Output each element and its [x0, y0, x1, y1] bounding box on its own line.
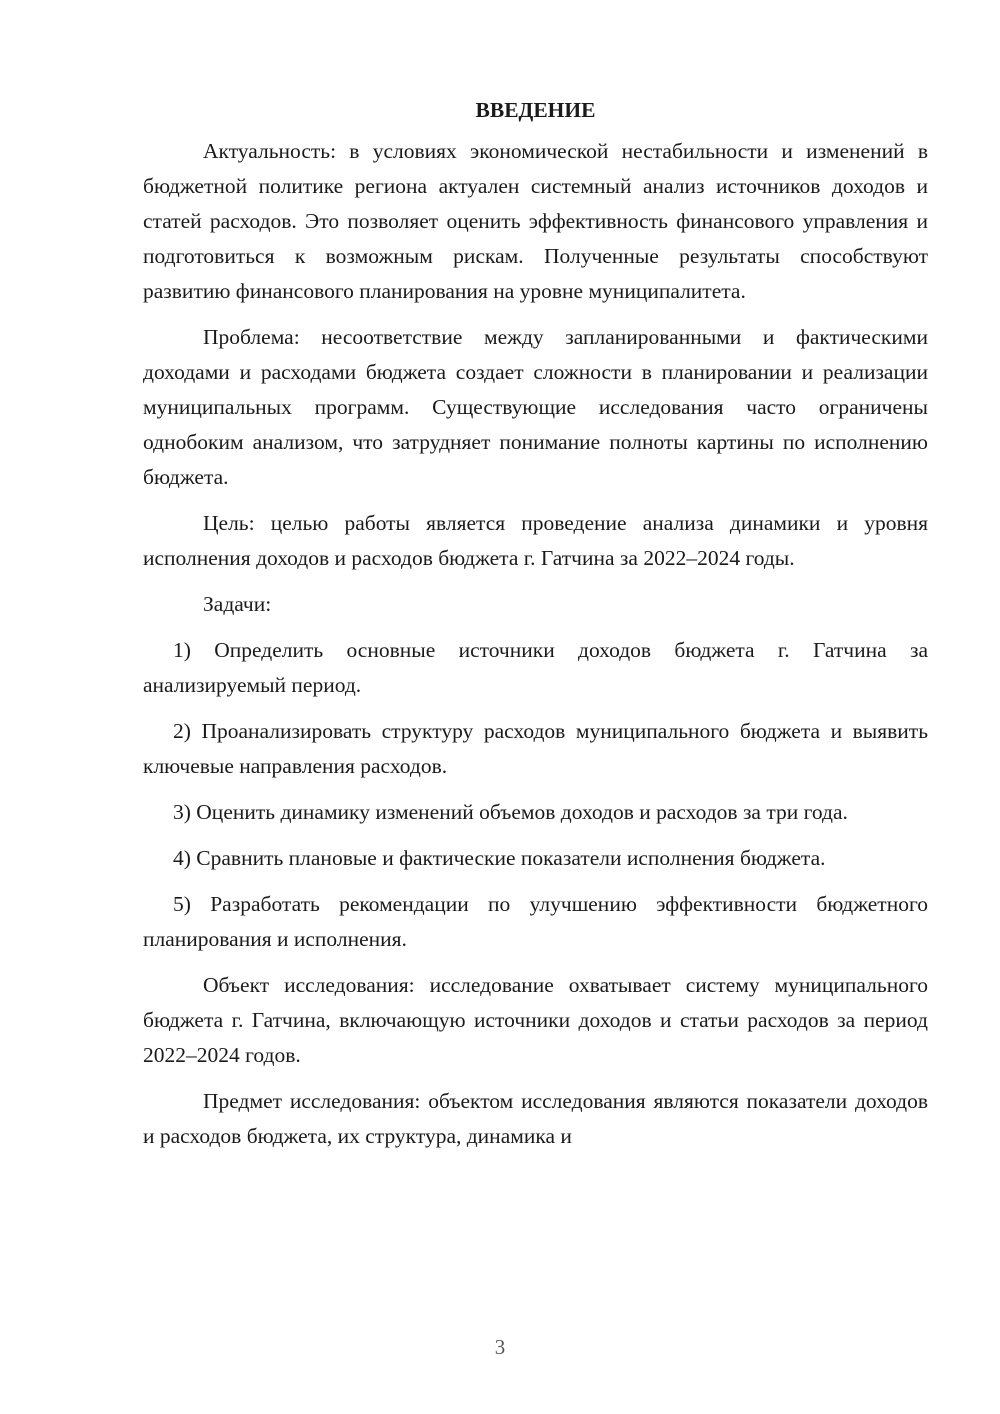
task-item-4: 4) Сравнить плановые и фактические показатели исполнения бюджета. [173, 846, 826, 870]
paragraph-goal: Цель: целью работы является проведение анализа динамики и уровня исполнения доходов и расходов бюджета г. Гатчина за 2022–2024 годы. [143, 511, 928, 570]
paragraph-subject: Предмет исследования: объектом исследования являются показатели доходов и расходов бюджета, их структура, динамика и [143, 1089, 928, 1148]
page-number: 3 [494, 1335, 506, 1359]
task-item-2: 2) Проанализировать структуру расходов муниципального бюджета и выявить ключевые направления расходов. [143, 719, 928, 778]
paragraph-problem: Проблема: несоответствие между запланированными и фактическими доходами и расходами бюджета создает сложности в планировании и реализации муниципальных программ. Существующие исследования часто ограничены однобоким анализом, что затрудняет понимание полноты картины по исполнению бюджета. [143, 325, 928, 489]
task-item-3: 3) Оценить динамику изменений объемов доходов и расходов за три года. [173, 800, 848, 824]
task-item-5: 5) Разработать рекомендации по улучшению эффективности бюджетного планирования и исполнения. [143, 892, 928, 951]
paragraph-relevance: Актуальность: в условиях экономической нестабильности и изменений в бюджетной политике региона актуален системный анализ источников доходов и статей расходов. Это позволяет оценить эффективность финансового управления и подготовиться к возможным рискам. Полученные результаты способствуют развитию финансового планирования на уровне муниципалитета. [143, 139, 928, 303]
tasks-label: Задачи: [203, 592, 272, 616]
task-item-1: 1) Определить основные источники доходов бюджета г. Гатчина за анализируемый период. [143, 638, 928, 697]
section-heading: ВВЕДЕНИЕ [475, 98, 596, 122]
page-content [143, 93, 928, 1165]
paragraph-object: Объект исследования: исследование охватывает систему муниципального бюджета г. Гатчина, включающую источники доходов и статьи расходов за период 2022–2024 годов. [143, 973, 928, 1067]
